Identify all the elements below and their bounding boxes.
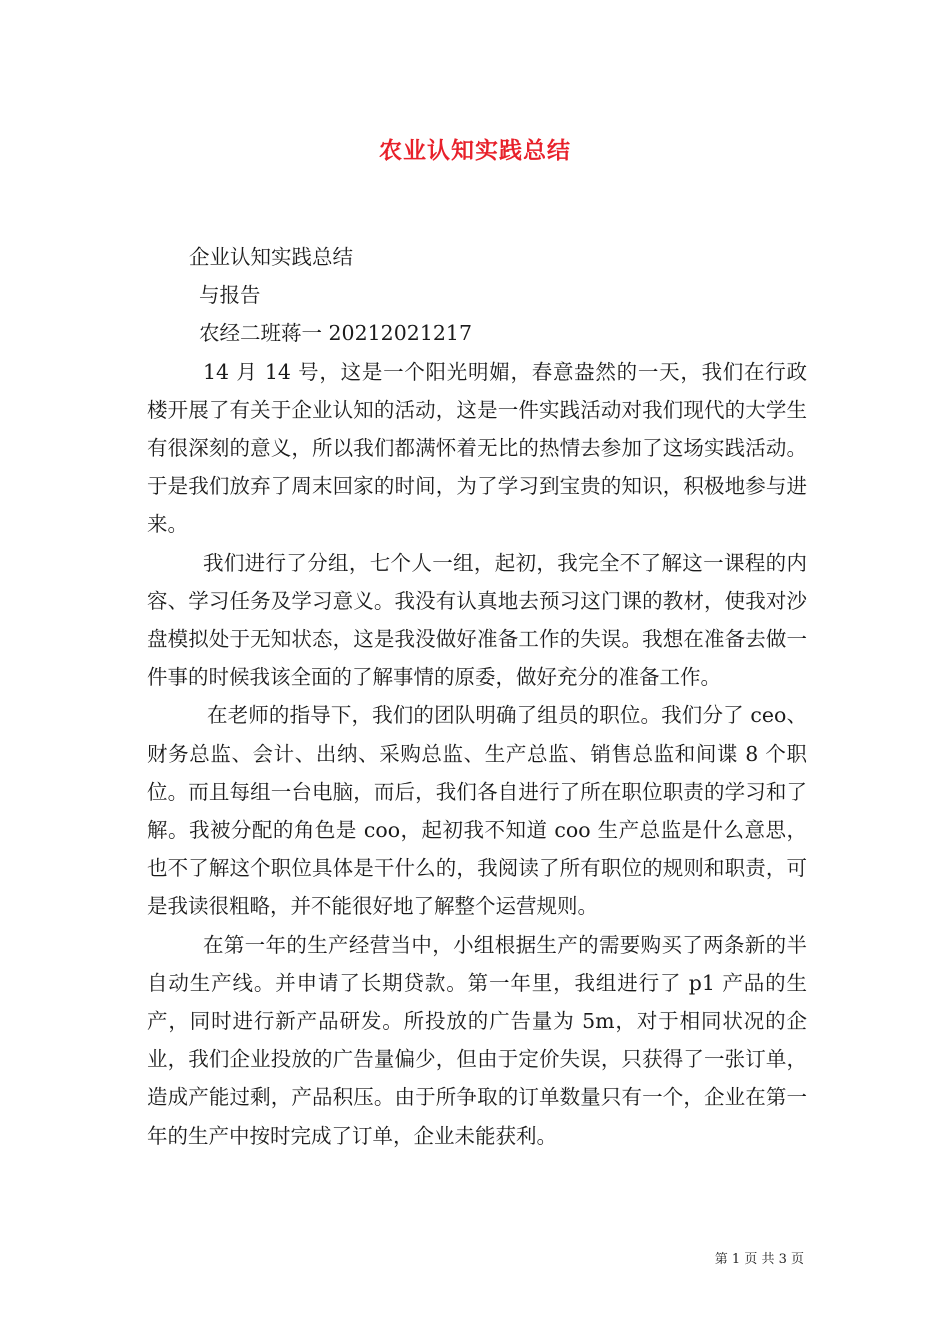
paragraph-3: 在老师的指导下，我们的团队明确了组员的职位。我们分了 ceo、财务总监、会计、出纳、采购总监、生产总监、销售总监和间谍 8 个职位。而且每组一台电脑，而后，我们各自进行了所在职位职责的学习和了解。我被分配的角色是 coo，起初我不知道 coo 生产总监是什么意思，也不了解这个职位具体是干什么的，我阅读了所有职位的规则和职责，可是我读很粗略，并不能很好地了解整个运营规则。	[147, 703, 807, 919]
heading-line-2: 与报告	[199, 283, 261, 308]
paragraph-4: 在第一年的生产经营当中，小组根据生产的需要购买了两条新的半自动生产线。并申请了长期贷款。第一年里，我组进行了 p1 产品的生产，同时进行新产品研发。所投放的广告量为 5m，对于相同状况的企业，我们企业投放的广告量偏少，但由于定价失误，只获得了一张订单，造成产能过剩，产品积压。由于所争取的订单数量只有一个，企业在第一年的生产中按时完成了订单，企业未能获利。	[147, 932, 807, 1148]
heading-line-1: 企业认知实践总结	[189, 245, 353, 269]
author-line: 农经二班蒋一 20212021217	[199, 321, 472, 346]
paragraph-1: 14 月 14 号，这是一个阳光明媚，春意盎然的一天，我们在行政楼开展了有关于企业认知的活动，这是一件实践活动对我们现代的大学生有很深刻的意义，所以我们都满怀着无比的热情去参加了这场实践活动。于是我们放弃了周末回家的时间，为了学习到宝贵的知识，积极地参与进来。	[147, 359, 807, 537]
paragraph-2: 我们进行了分组，七个人一组，起初，我完全不了解这一课程的内容、学习任务及学习意义。我没有认真地去预习这门课的教材，使我对沙盘模拟处于无知状态，这是我没做好准备工作的失误。我想在准备去做一件事的时候我该全面的了解事情的原委，做好充分的准备工作。	[147, 550, 807, 690]
document-body	[147, 238, 807, 1155]
page-footer: 第 1 页 共 3 页	[714, 1252, 804, 1267]
document-title: 农业认知实践总结	[379, 137, 571, 164]
